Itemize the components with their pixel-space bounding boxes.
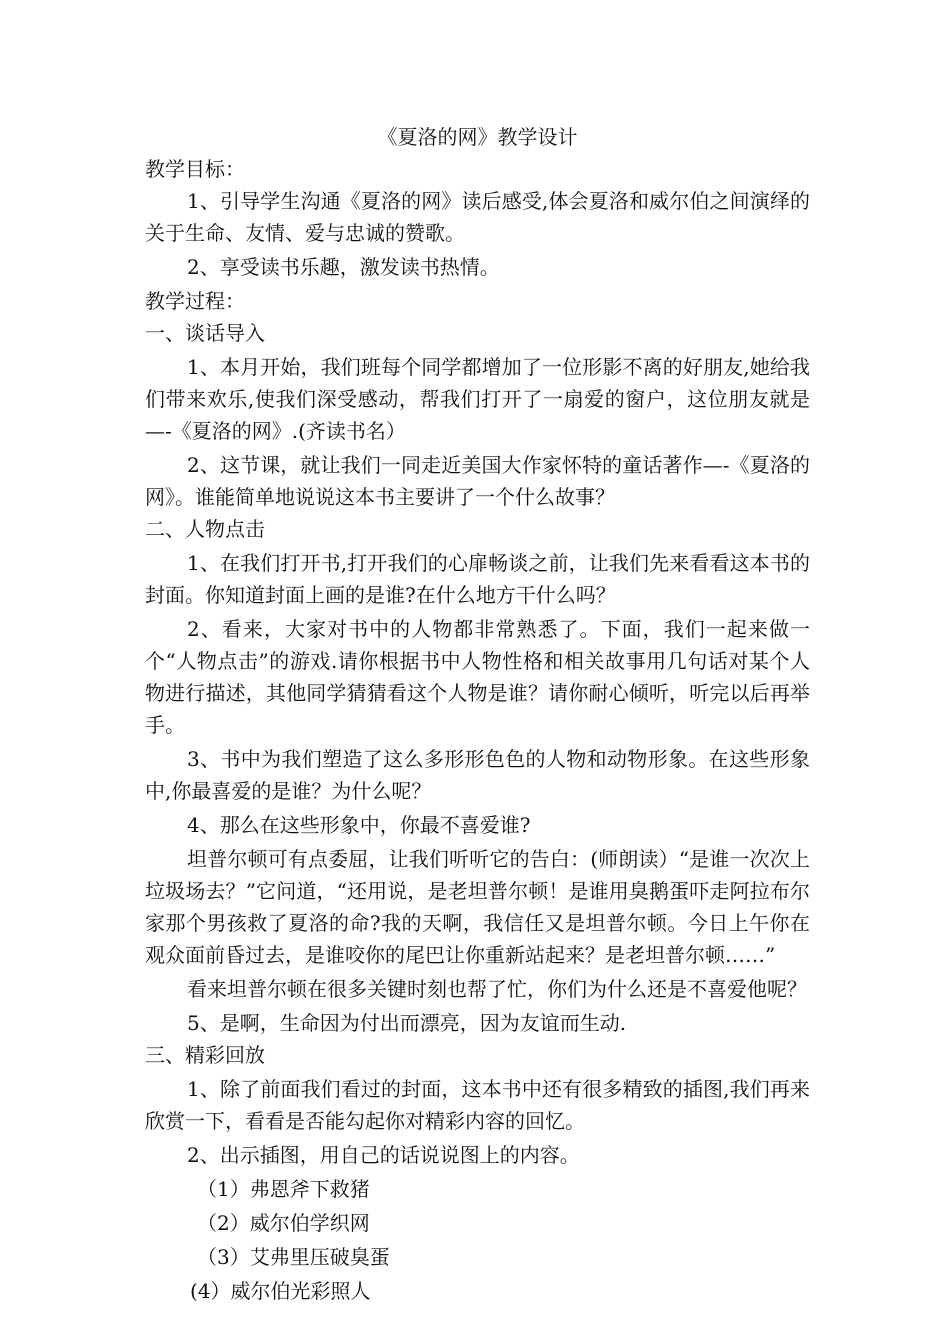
document-page (145, 121, 810, 1307)
section-paragraph: 5、是啊，生命因为付出而漂亮，因为友谊而生动. (187, 1011, 627, 1035)
goals-heading: 教学目标： (145, 157, 245, 181)
list-item: （2）威尔伯学织网 (197, 1211, 370, 1235)
goal-paragraph: 2、享受读书乐趣，激发读书热情。 (187, 255, 500, 279)
section-heading: 二、人物点击 (145, 517, 265, 541)
section-heading: 三、精彩回放 (145, 1043, 265, 1067)
section-paragraph: 4、那么在这些形象中，你最不喜爱谁? (187, 813, 531, 837)
section-paragraph: 1、本月开始，我们班每个同学都增加了一位形影不离的好朋友,她给我们带来欢乐,使我们深受感动，帮我们打开了一扇爱的窗户，这位朋友就是—-《夏洛的网》.(齐读书名） (145, 355, 810, 443)
list-item: （3）艾弗里压破臭蛋 (197, 1245, 390, 1269)
section-paragraph: 2、看来，大家对书中的人物都非常熟悉了。下面，我们一起来做一个“人物点击”的游戏.请你根据书中人物性格和相关故事用几句话对某个人物进行描述，其他同学猜猜看这个人物是谁？请你耐心倾听，听完以后再举手。 (145, 617, 810, 737)
process-heading: 教学过程： (145, 289, 245, 313)
section-paragraph: 3、书中为我们塑造了这么多形形色色的人物和动物形象。在这些形象中,你最喜爱的是谁？为什么呢？ (145, 747, 810, 803)
section-paragraph: 1、除了前面我们看过的封面，这本书中还有很多精致的插图,我们再来欣赏一下，看看是否能勾起你对精彩内容的回忆。 (145, 1077, 810, 1133)
document-title: 《夏洛的网》教学设计 (377, 125, 578, 149)
section-paragraph: 坦普尔顿可有点委屈，让我们听听它的告白：(师朗读）“是谁一次次上垃圾场去？”它问道，“还用说，是老坦普尔顿！是谁用臭鹅蛋吓走阿拉布尔家那个男孩救了夏洛的命?我的天啊，我信任又是坦普尔顿。今日上午你在观众面前昏过去，是谁咬你的尾巴让你重新站起来？是老坦普尔顿……” (145, 847, 810, 967)
section-paragraph: 2、这节课，就让我们一同走近美国大作家怀特的童话著作—-《夏洛的网》。谁能简单地说说这本书主要讲了一个什么故事？ (145, 453, 810, 509)
goal-paragraph: 1、引导学生沟通《夏洛的网》读后感受,体会夏洛和威尔伯之间演绎的关于生命、友情、爱与忠诚的赞歌。 (145, 189, 810, 245)
section-heading: 一、谈话导入 (145, 321, 265, 345)
section-paragraph: 看来坦普尔顿在很多关键时刻也帮了忙，你们为什么还是不喜爱他呢？ (187, 977, 807, 1001)
list-item: (4）威尔伯光彩照人 (190, 1279, 371, 1303)
section-paragraph: 1、在我们打开书,打开我们的心扉畅谈之前，让我们先来看看这本书的封面。你知道封面上画的是谁?在什么地方干什么吗？ (145, 551, 810, 607)
section-paragraph: 2、出示插图，用自己的话说说图上的内容。 (187, 1143, 580, 1167)
list-item: （1）弗恩斧下救猪 (197, 1177, 370, 1201)
